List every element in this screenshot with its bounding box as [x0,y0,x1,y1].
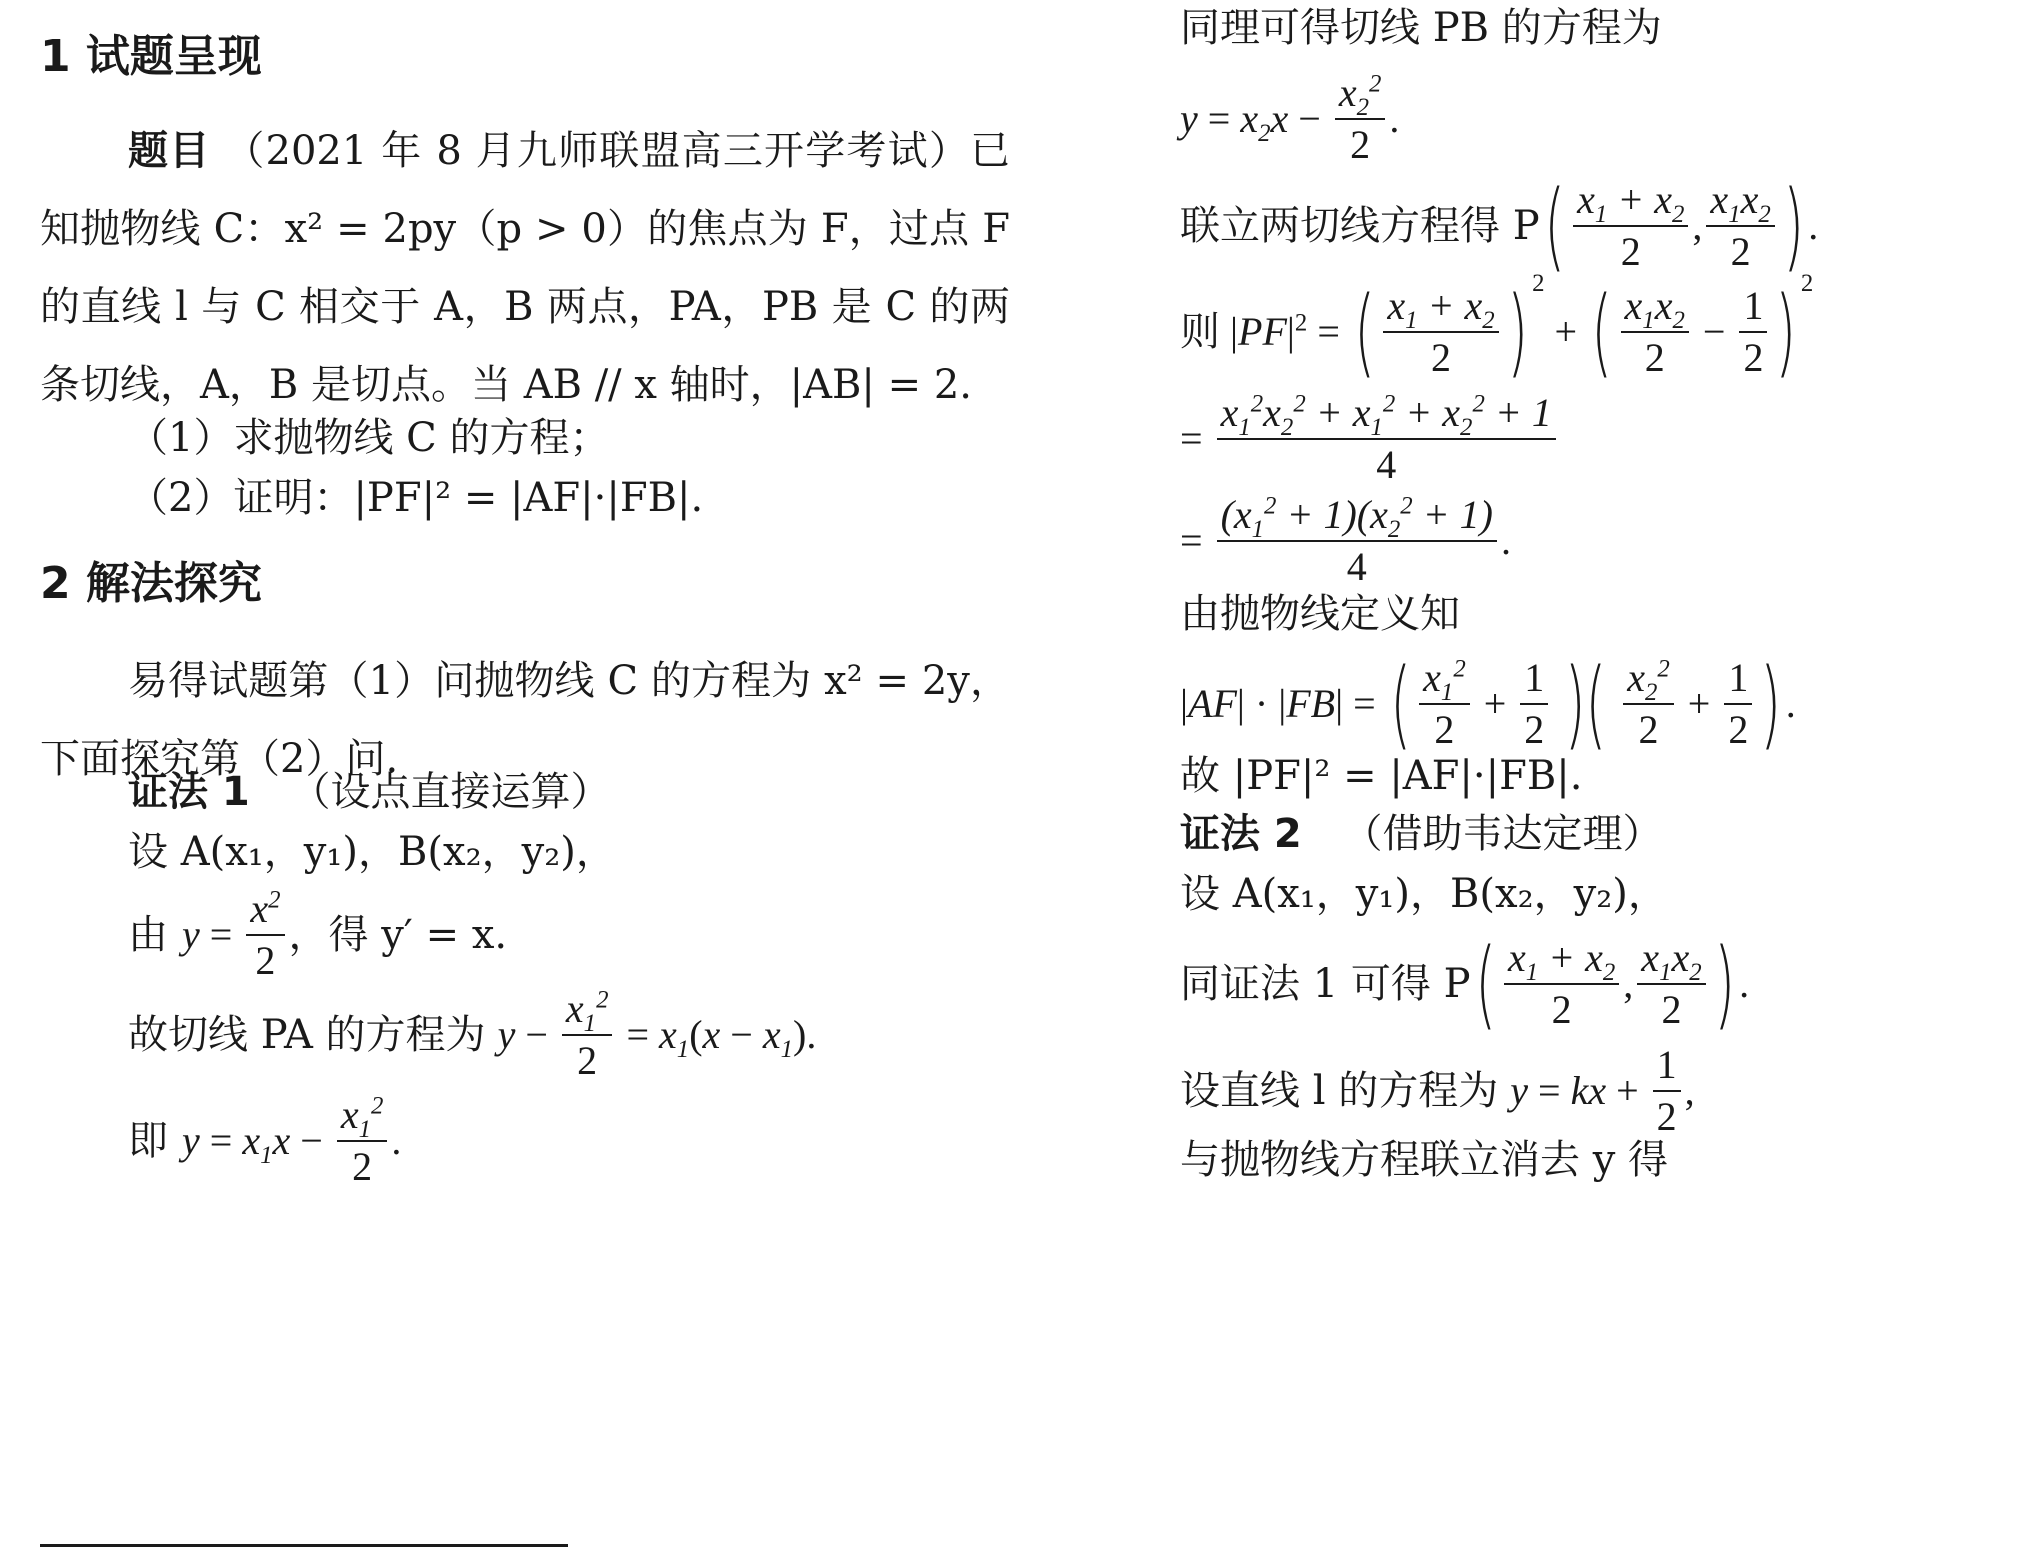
proof-1-pf-factored: = $\frac{(x_1^2 + 1)(x_2^2 + 1)}{4}$ . [1180,492,1511,589]
problem-text: （2021 年 8 月九师联盟高三开学考试）已知抛物线 C：x² = 2py（p > 0）的焦点为 F，过点 F 的直线 l 与 C 相交于 A，B 两点，PA，PB 是 C 的两条切线，A，B 是切点。当 AB // x 轴时，|AB| = 2. [40,128,1011,408]
proof-2-heading [1180,811,1663,857]
proof-1-subtitle: （设点直接运算） [290,769,611,815]
proof-2-set-points: 设 A(x₁，y₁)，B(x₂，y₂)， [1180,871,1668,917]
proof-1-derivative-tail: ，得 y′ = x. [288,912,508,958]
section-2-intro: 易得试题第（1）问抛物线 C 的方程为 x² = 2y，下面探究第（2）问. [40,658,1010,782]
proof-1-conclusion: 故 |PF|² = |AF|·|FB|. [1180,753,1583,799]
proof-1-definition-lead: 由抛物线定义知 [1180,591,1460,637]
proof-1-p-coord-lead: 联立两切线方程得 P [1180,203,1540,249]
proof-1-p-coordinates: 联立两切线方程得 P ( $\frac{x_1 + x_2}{2}$ , $\frac{x_1x_2}{2}$ ) . [1180,170,1819,282]
proof-2-line-l-lead: 设直线 l 的方程为 [1180,1068,1499,1114]
proof-1-tangent-pa-simplified-lead: 即 [128,1118,168,1164]
proof-1-tangent-pb-lead: 同理可得切线 PB 的方程为 [1180,5,1662,51]
formula-x2-squared-over-2: $\frac{x_2^2}{2}$ [1335,72,1386,166]
proof-2-label: 证法 2 [1180,811,1302,857]
formula-x1-squared-over-2-b: $\frac{x_1^2}{2}$ [337,1094,388,1188]
proof-1-derivative-line: 由 y = $\frac{x^2}{2}$ ，得 y′ = x. [128,886,508,983]
proof-1-label: 证法 1 [128,769,250,815]
proof-1-pf-expanded: = $\frac{x_1^2x_2^2 + x_1^2 + x_2^2 + 1}{4}$ [1180,392,1560,486]
problem-label: 题目 [128,128,211,174]
proof-2-line-l: 设直线 l 的方程为 y = kx + $\frac{1}{2}$ , [1180,1042,1695,1139]
problem-statement [40,112,1010,424]
proof-2-p-coordinates: 同证法 1 可得 P ( $\frac{x_1 + x_2}{2}$ , $\frac{x_1x_2}{2}$ ) . [1180,928,1750,1040]
proof-1-tangent-pa-line: 故切线 PA 的方程为 y − $\frac{x_1^2}{2}$ = $x_1$ ( x − $x_1$ ). [128,986,817,1083]
proof-1-heading [128,769,611,815]
proof-1-tangent-pb-equation: y = $x_2x$ − $\frac{x_2^2}{2}$ . [1180,70,1400,167]
left-column [40,0,1010,1556]
proof-2-subtitle: （借助韦达定理） [1342,811,1663,857]
proof-2-eliminate: 与抛物线方程联立消去 y 得 [1180,1137,1669,1183]
formula-x-squared-over-2: $\frac{x^2}{2}$ [246,888,284,982]
section-1-heading: 1 试题呈现 [40,31,262,82]
problem-question-2: （2）证明：|PF|² = |AF|·|FB|. [128,475,704,521]
right-column [1180,0,2020,1556]
section-2-heading: 2 解法探究 [40,558,262,609]
footnote-divider [40,1544,568,1547]
problem-question-1: （1）求抛物线 C 的方程； [128,415,610,461]
proof-1-pf-squared-line: 则 | PF $|^2$ = ( $\frac{x_1 + x_2}{2}$ ) 2 + ( $\frac{x_1x_2}{2}$ − $\frac{1}{2}$ ) 2 [1180,270,1814,388]
proof-2-p-coord-lead: 同证法 1 可得 P [1180,961,1471,1007]
proof-1-tangent-pa-lead: 故切线 PA 的方程为 [128,1012,486,1058]
proof-1-pf-lead: 则 [1180,309,1220,355]
proof-1-af-fb-product: | AF | · | FB | = ( $\frac{x_1^2}{2}$ + $\frac{1}{2}$ )( $\frac{x_2^2}{2}$ + $\frac{1}{2}$ ) . [1180,648,1796,760]
formula-x1-squared-over-2: $\frac{x_1^2}{2}$ [562,988,613,1082]
proof-1-set-points: 设 A(x₁，y₁)，B(x₂，y₂)， [128,829,616,875]
proof-1-derivative-lead: 由 [128,912,168,958]
proof-1-tangent-pa-simplified: 即 y = $x_1x$ − $\frac{x_1^2}{2}$ . [128,1092,402,1189]
